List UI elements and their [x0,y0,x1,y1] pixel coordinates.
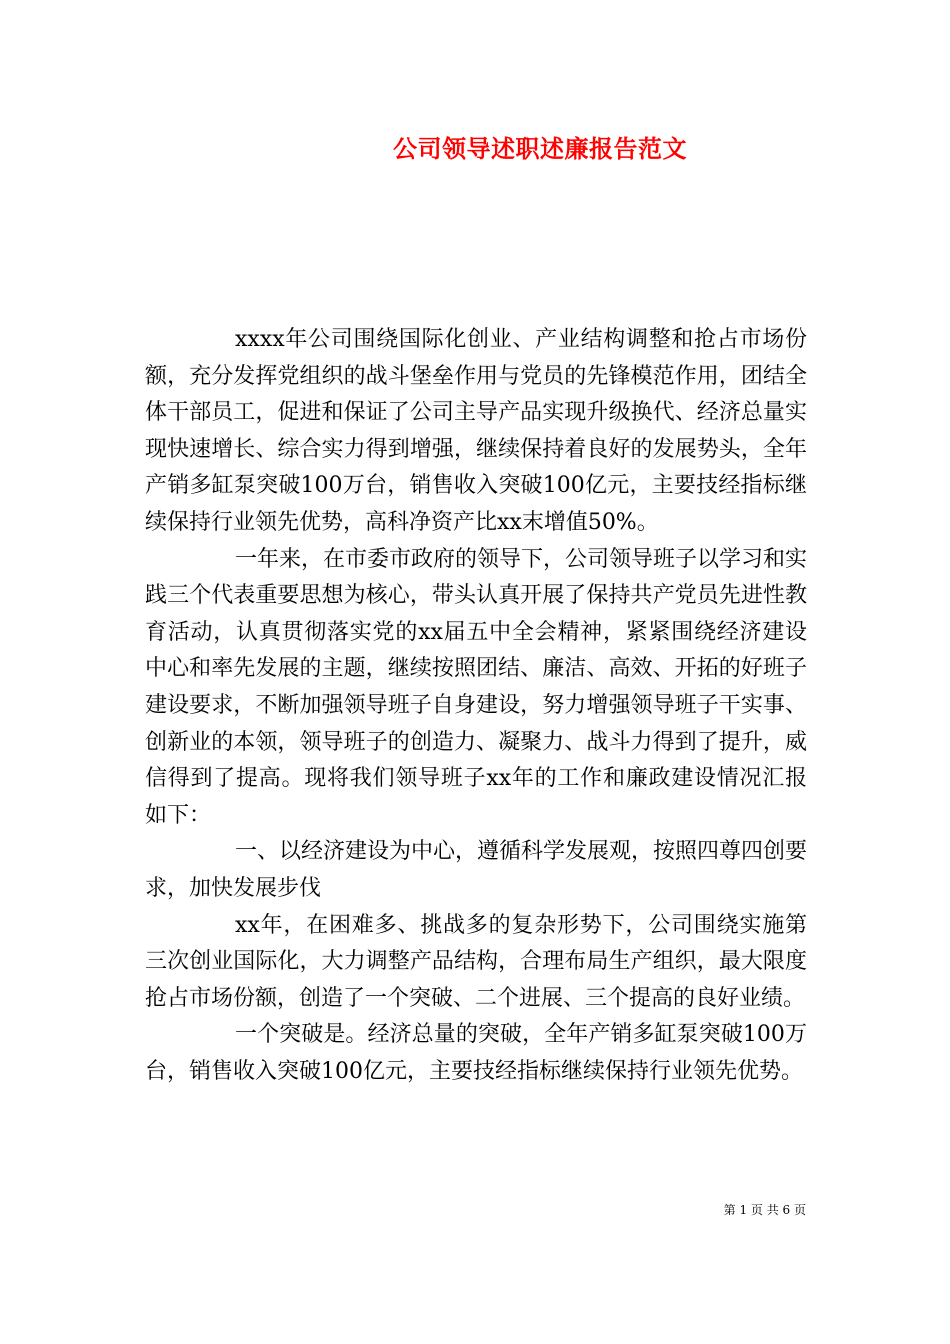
section-heading-1: 一、以经济建设为中心，遵循科学发展观，按照四尊四创要求，加快发展步伐 [145,839,808,901]
document-title: 公司领导述职述廉报告范文 [393,134,687,163]
page-number: 第 1 页 共 6 页 [723,1203,806,1217]
paragraph-section-1: xx年，在困难多、挑战多的复杂形势下，公司围绕实施第三次创业国际化，大力调整产品结构，合理布局生产组织，最大限度抢占市场份额，创造了一个突破、二个进展、三个提高的良好业绩。 [145,912,807,1011]
paragraph-breakthrough: 一个突破是。经济总量的突破，全年产销多缸泵突破100万台，销售收入突破100亿元，主要技经指标继续保持行业领先优势。 [145,1022,807,1084]
paragraph-intro: xxxx年公司围绕国际化创业、产业结构调整和抢占市场份额，充分发挥党组织的战斗堡垒作用与党员的先锋模范作用，团结全体干部员工，促进和保证了公司主导产品实现升级换代、经济总量实现快速增长、综合实力得到增强，继续保持着良好的发展势头，全年产销多缸泵突破100万台，销售收入突破100亿元，主要技经指标继续保持行业领先优势，高科净资产比xx末增值50%。 [145,327,807,535]
document-body [145,322,807,1090]
paragraph-summary: 一年来，在市委市政府的领导下，公司领导班子以学习和实践三个代表重要思想为核心，带头认真开展了保持共产党员先进性教育活动，认真贯彻落实党的xx届五中全会精神，紧紧围绕经济建设中心和率先发展的主题，继续按照团结、廉洁、高效、开拓的好班子建设要求，不断加强领导班子自身建设，努力增强领导班子干实事、创新业的本领，领导班子的创造力、凝聚力、战斗力得到了提升，威信得到了提高。现将我们领导班子xx年的工作和廉政建设情况汇报如下： [145,546,808,828]
